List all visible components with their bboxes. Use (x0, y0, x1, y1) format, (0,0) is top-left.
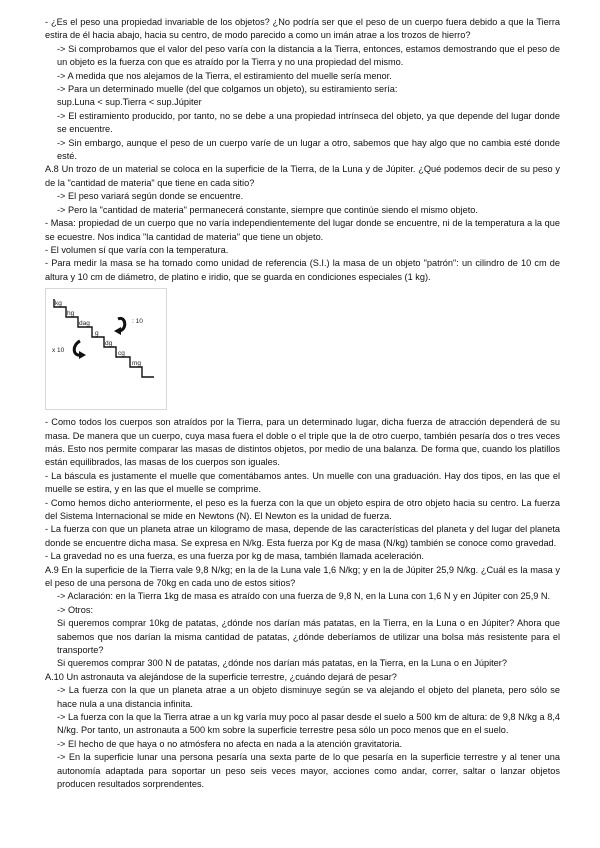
paragraph: sup.Luna < sup.Tierra < sup.Júpiter (57, 97, 202, 108)
paragraph: -> A medida que nos alejamos de la Tierra, el estiramiento del muelle sería menor. (57, 70, 392, 81)
paragraph: - Como hemos dicho anteriormente, el peso es la fuerza con la que un objeto espira de otro objeto hacia su centro. La fuerza del Sistema Internacional se mide en Newtons (N). El Newton es la unidad de fuerza. (45, 497, 560, 521)
paragraph: -> La fuerza con la que la Tierra atrae a un kg varía muy poco al pasar desde el suelo a 500 km de altura: de 9,8 N/kg a 8,4 N/kg. Por tanto, un astronauta a 500 km sobre la superficie terrestre pesa sólo un poco menos que en el suelo. (57, 712, 560, 736)
paragraph: - Masa: propiedad de un cuerpo que no varía independientemente del lugar donde se encuentre, ni de la temperatura a la que se ecuestre. Nos indica "la cantidad de materia" que tiene un objeto. (45, 218, 560, 242)
paragraph: - ¿Es el peso una propiedad invariable de los objetos? ¿No podría ser que el peso de un cuerpo fuera debido a que la Tierra estira de él hacia abajo, hacia su centro, de modo parecido a como un imán atrae a los trozos de hierro? (45, 17, 560, 41)
unit-hg: hg (67, 310, 75, 318)
paragraph: -> Aclaración: en la Tierra 1kg de masa es atraído con una fuerza de 9,8 N, en la Luna con 1,6 N y en Júpiter con 25,9 N. (57, 591, 551, 602)
document-page (45, 16, 560, 792)
multiply-by-ten-label: x 10 (52, 347, 65, 355)
paragraph: - La báscula es justamente el muelle que comentábamos antes. Un muelle con una graduación. Hay dos tipos, en las que el muelle se estira, y en las que el muelle se comprime. (45, 470, 560, 495)
unit-mg: mg (132, 360, 142, 368)
paragraph: -> El peso variará según donde se encuentre. (57, 191, 244, 202)
paragraph: -> Otros: (57, 604, 93, 615)
unit-cg: cg (118, 350, 125, 358)
unit-dag: dag (79, 320, 90, 328)
paragraph: -> Pero la "cantidad de materia" permanecerá constante, siempre que continúe siendo el mismo objeto. (57, 204, 478, 215)
divide-arrowhead-icon (114, 327, 121, 335)
unit-kg: kg (55, 300, 62, 308)
mass-units-staircase-figure (45, 288, 167, 410)
paragraph: -> En la superficie lunar una persona pesaría una sexta parte de lo que pesaría en la superficie terrestre y al tener una autonomía adaptada para soportar un peso seis veces mayor, acciones como andar, correr, saltar o lanzar objetos producen resultados sorprendentes. (57, 752, 560, 790)
paragraph: A.8 Un trozo de un material se coloca en la superficie de la Tierra, de la Luna y de Júpiter. ¿Qué podemos decir de su peso y de la "cantidad de materia" que tiene en cada sitio? (45, 164, 560, 188)
multiply-arrowhead-icon (79, 351, 86, 359)
text-block-top (45, 16, 560, 284)
paragraph: - La gravedad no es una fuerza, es una fuerza por kg de masa, también llamada aceleración. (45, 551, 424, 562)
paragraph: - El volumen sí que varía con la temperatura. (45, 244, 229, 255)
paragraph: - La fuerza con que un planeta atrae un kilogramo de masa, depende de las características del planeta y del lugar del planeta donde se encuentre dicha masa. Se expresa en N/kg. Esta fuerza por Kg de masa (N/kg) también se conoce como gravedad. (45, 524, 560, 548)
paragraph: -> El estiramiento producido, por tanto, no se debe a una propiedad intrínseca del objeto, ya que depende del lugar donde se encuentre. (57, 110, 560, 135)
paragraph: Si queremos comprar 300 N de patatas, ¿dónde nos darían más patatas, en la Tierra, en la Luna o en Júpiter? (57, 658, 507, 669)
paragraph: -> La fuerza con la que un planeta atrae a un objeto disminuye según se va alejando el objeto del planeta, pero sólo se hace nula a una distancia infinita. (57, 685, 560, 709)
paragraph: - Para medir la masa se ha tomado como unidad de referencia (S.I.) la masa de un objeto "patrón": un cilindro de 10 cm de altura y 10 cm de diámetro, de platino e iridio, que se guarda en condiciones especiales (1 kg). (45, 258, 560, 282)
paragraph: A.9 En la superficie de la Tierra vale 9,8 N/kg; en la de la Luna vale 1,6 N/kg; y en la de Júpiter 25,9 N/kg. ¿Cuál es la masa y el peso de una persona de 70kg en cada uno de estos sitios? (45, 564, 560, 588)
unit-g: g (95, 330, 99, 338)
paragraph: A.10 Un astronauta va alejándose de la superficie terrestre, ¿cuándo dejará de pesar? (45, 671, 397, 682)
unit-dg: dg (105, 340, 113, 348)
paragraph: -> El hecho de que haya o no atmósfera no afecta en nada a la atención gravitatoria. (57, 738, 403, 749)
staircase-diagram (46, 289, 166, 409)
text-block-bottom (45, 416, 560, 791)
divide-by-ten-label: : 10 (132, 318, 143, 326)
paragraph: Si queremos comprar 10kg de patatas, ¿dónde nos darían más patatas, en la Tierra, en la Luna o en Júpiter? Ahora que sabemos que nos darían la misma cantidad de patatas, ¿dónde deberíamos de utilizar una bolsa más resistente para el transporte? (57, 618, 560, 656)
paragraph: -> Para un determinado muelle (del que colgamos un objeto), su estiramiento sería: (57, 84, 398, 95)
paragraph: -> Sin embargo, aunque el peso de un cuerpo varíe de un lugar a otro, sabemos que hay algo que no cambia esté donde esté. (57, 137, 560, 162)
paragraph: - Como todos los cuerpos son atraídos por la Tierra, para un determinado lugar, dicha fuerza de atracción dependerá de su masa. De manera que un cuerpo, cuya masa fuera el doble o el triple que la de otro cuerpo, también pesaría dos o tres veces más. Esto nos permite comparar las masas de distintos objetos, por medio de una balanza. De forma que, cuando los platillos están equilibrados, las masas de los cuerpos son iguales. (45, 417, 560, 468)
paragraph: -> Si comprobamos que el valor del peso varía con la distancia a la Tierra, entonces, estamos demostrando que el peso de un objeto es la fuerza con que es atraído por la Tierra y no una propiedad del mismo. (57, 43, 560, 68)
